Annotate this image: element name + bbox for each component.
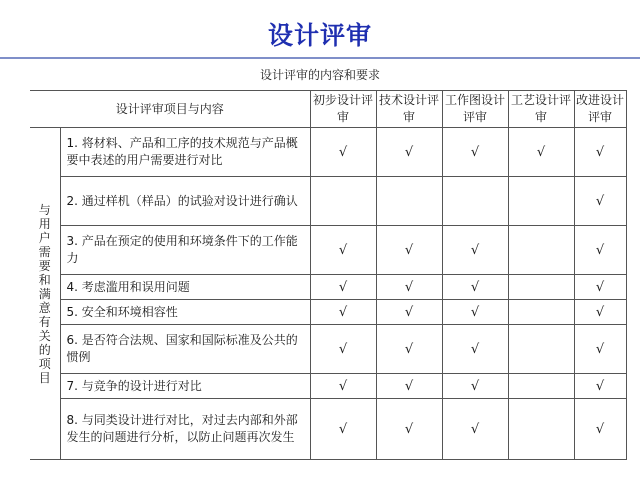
check-cell bbox=[574, 275, 626, 300]
check-mark-icon: √ bbox=[595, 279, 605, 295]
check-cell bbox=[310, 374, 376, 399]
check-cell bbox=[508, 275, 574, 300]
check-cell bbox=[376, 325, 442, 374]
check-mark-icon: √ bbox=[595, 193, 605, 209]
check-mark-icon: √ bbox=[404, 242, 414, 258]
check-mark-icon: √ bbox=[595, 242, 605, 258]
check-cell bbox=[442, 128, 508, 177]
title-divider bbox=[0, 57, 640, 59]
check-mark-icon: √ bbox=[404, 144, 414, 160]
table-row bbox=[30, 374, 626, 399]
check-mark-icon: √ bbox=[470, 341, 480, 357]
check-cell bbox=[376, 399, 442, 460]
check-mark-icon: √ bbox=[404, 304, 414, 320]
check-mark-icon: √ bbox=[404, 378, 414, 394]
table-row bbox=[30, 275, 626, 300]
check-mark-icon: √ bbox=[338, 341, 348, 357]
header-preliminary: 初步设计评审 bbox=[310, 91, 376, 128]
check-cell bbox=[310, 226, 376, 275]
item-text: 6. 是否符合法规、国家和国际标准及公共的惯例 bbox=[60, 325, 310, 374]
check-cell bbox=[508, 226, 574, 275]
check-cell bbox=[376, 275, 442, 300]
check-cell bbox=[574, 300, 626, 325]
header-improvement: 改进设计评审 bbox=[574, 91, 626, 128]
check-cell bbox=[508, 325, 574, 374]
check-cell bbox=[310, 325, 376, 374]
check-cell bbox=[310, 128, 376, 177]
table-row bbox=[30, 325, 626, 374]
check-cell bbox=[442, 275, 508, 300]
check-cell bbox=[376, 374, 442, 399]
check-cell bbox=[442, 374, 508, 399]
table-row bbox=[30, 399, 626, 460]
header-technical: 技术设计评审 bbox=[376, 91, 442, 128]
check-mark-icon: √ bbox=[338, 421, 348, 437]
table-row bbox=[30, 128, 626, 177]
check-mark-icon: √ bbox=[404, 341, 414, 357]
check-cell bbox=[442, 226, 508, 275]
group-label-cell bbox=[30, 128, 60, 460]
item-text: 3. 产品在预定的使用和环境条件下的工作能力 bbox=[60, 226, 310, 275]
check-cell bbox=[508, 374, 574, 399]
check-cell bbox=[376, 226, 442, 275]
check-cell bbox=[508, 128, 574, 177]
check-mark-icon: √ bbox=[338, 279, 348, 295]
check-cell bbox=[574, 226, 626, 275]
check-mark-icon: √ bbox=[470, 242, 480, 258]
check-cell bbox=[310, 177, 376, 226]
group-label: 与用户需要和满意有关的项目 bbox=[38, 202, 51, 385]
header-row bbox=[30, 91, 626, 128]
check-mark-icon: √ bbox=[470, 421, 480, 437]
check-mark-icon: √ bbox=[595, 421, 605, 437]
check-cell bbox=[508, 300, 574, 325]
check-cell bbox=[376, 177, 442, 226]
check-cell bbox=[310, 300, 376, 325]
check-cell bbox=[574, 374, 626, 399]
check-mark-icon: √ bbox=[338, 242, 348, 258]
review-table bbox=[30, 90, 627, 460]
slide-title: 设计评审 bbox=[267, 21, 372, 50]
check-cell bbox=[574, 177, 626, 226]
item-text: 1. 将材料、产品和工序的技术规范与产品概要中表述的用户需要进行对比 bbox=[60, 128, 310, 177]
item-text: 2. 通过样机（样品）的试验对设计进行确认 bbox=[60, 177, 310, 226]
check-cell bbox=[442, 177, 508, 226]
check-mark-icon: √ bbox=[404, 279, 414, 295]
table-row bbox=[30, 177, 626, 226]
table-row bbox=[30, 300, 626, 325]
check-mark-icon: √ bbox=[338, 304, 348, 320]
item-text: 5. 安全和环境相容性 bbox=[60, 300, 310, 325]
table-caption: 设计评审的内容和要求 bbox=[259, 68, 380, 82]
check-mark-icon: √ bbox=[338, 378, 348, 394]
check-cell bbox=[508, 177, 574, 226]
check-mark-icon: √ bbox=[595, 341, 605, 357]
check-mark-icon: √ bbox=[470, 378, 480, 394]
table-row bbox=[30, 226, 626, 275]
header-working-drawing: 工作图设计评审 bbox=[442, 91, 508, 128]
check-mark-icon: √ bbox=[595, 304, 605, 320]
header-process: 工艺设计评审 bbox=[508, 91, 574, 128]
check-mark-icon: √ bbox=[536, 144, 546, 160]
check-mark-icon: √ bbox=[595, 144, 605, 160]
check-cell bbox=[574, 128, 626, 177]
check-cell bbox=[442, 399, 508, 460]
check-cell bbox=[310, 399, 376, 460]
check-mark-icon: √ bbox=[470, 279, 480, 295]
check-mark-icon: √ bbox=[595, 378, 605, 394]
check-cell bbox=[442, 300, 508, 325]
check-mark-icon: √ bbox=[470, 144, 480, 160]
item-text: 7. 与竞争的设计进行对比 bbox=[60, 374, 310, 399]
check-cell bbox=[442, 325, 508, 374]
item-text: 4. 考虑滥用和误用问题 bbox=[60, 275, 310, 300]
check-cell bbox=[508, 399, 574, 460]
item-text: 8. 与同类设计进行对比，对过去内部和外部发生的问题进行分析，以防止问题再次发生 bbox=[60, 399, 310, 460]
check-mark-icon: √ bbox=[338, 144, 348, 160]
check-cell bbox=[574, 399, 626, 460]
check-cell bbox=[376, 128, 442, 177]
check-mark-icon: √ bbox=[404, 421, 414, 437]
check-mark-icon: √ bbox=[470, 304, 480, 320]
check-cell bbox=[376, 300, 442, 325]
header-items: 设计评审项目与内容 bbox=[30, 91, 310, 128]
check-cell bbox=[574, 325, 626, 374]
check-cell bbox=[310, 275, 376, 300]
